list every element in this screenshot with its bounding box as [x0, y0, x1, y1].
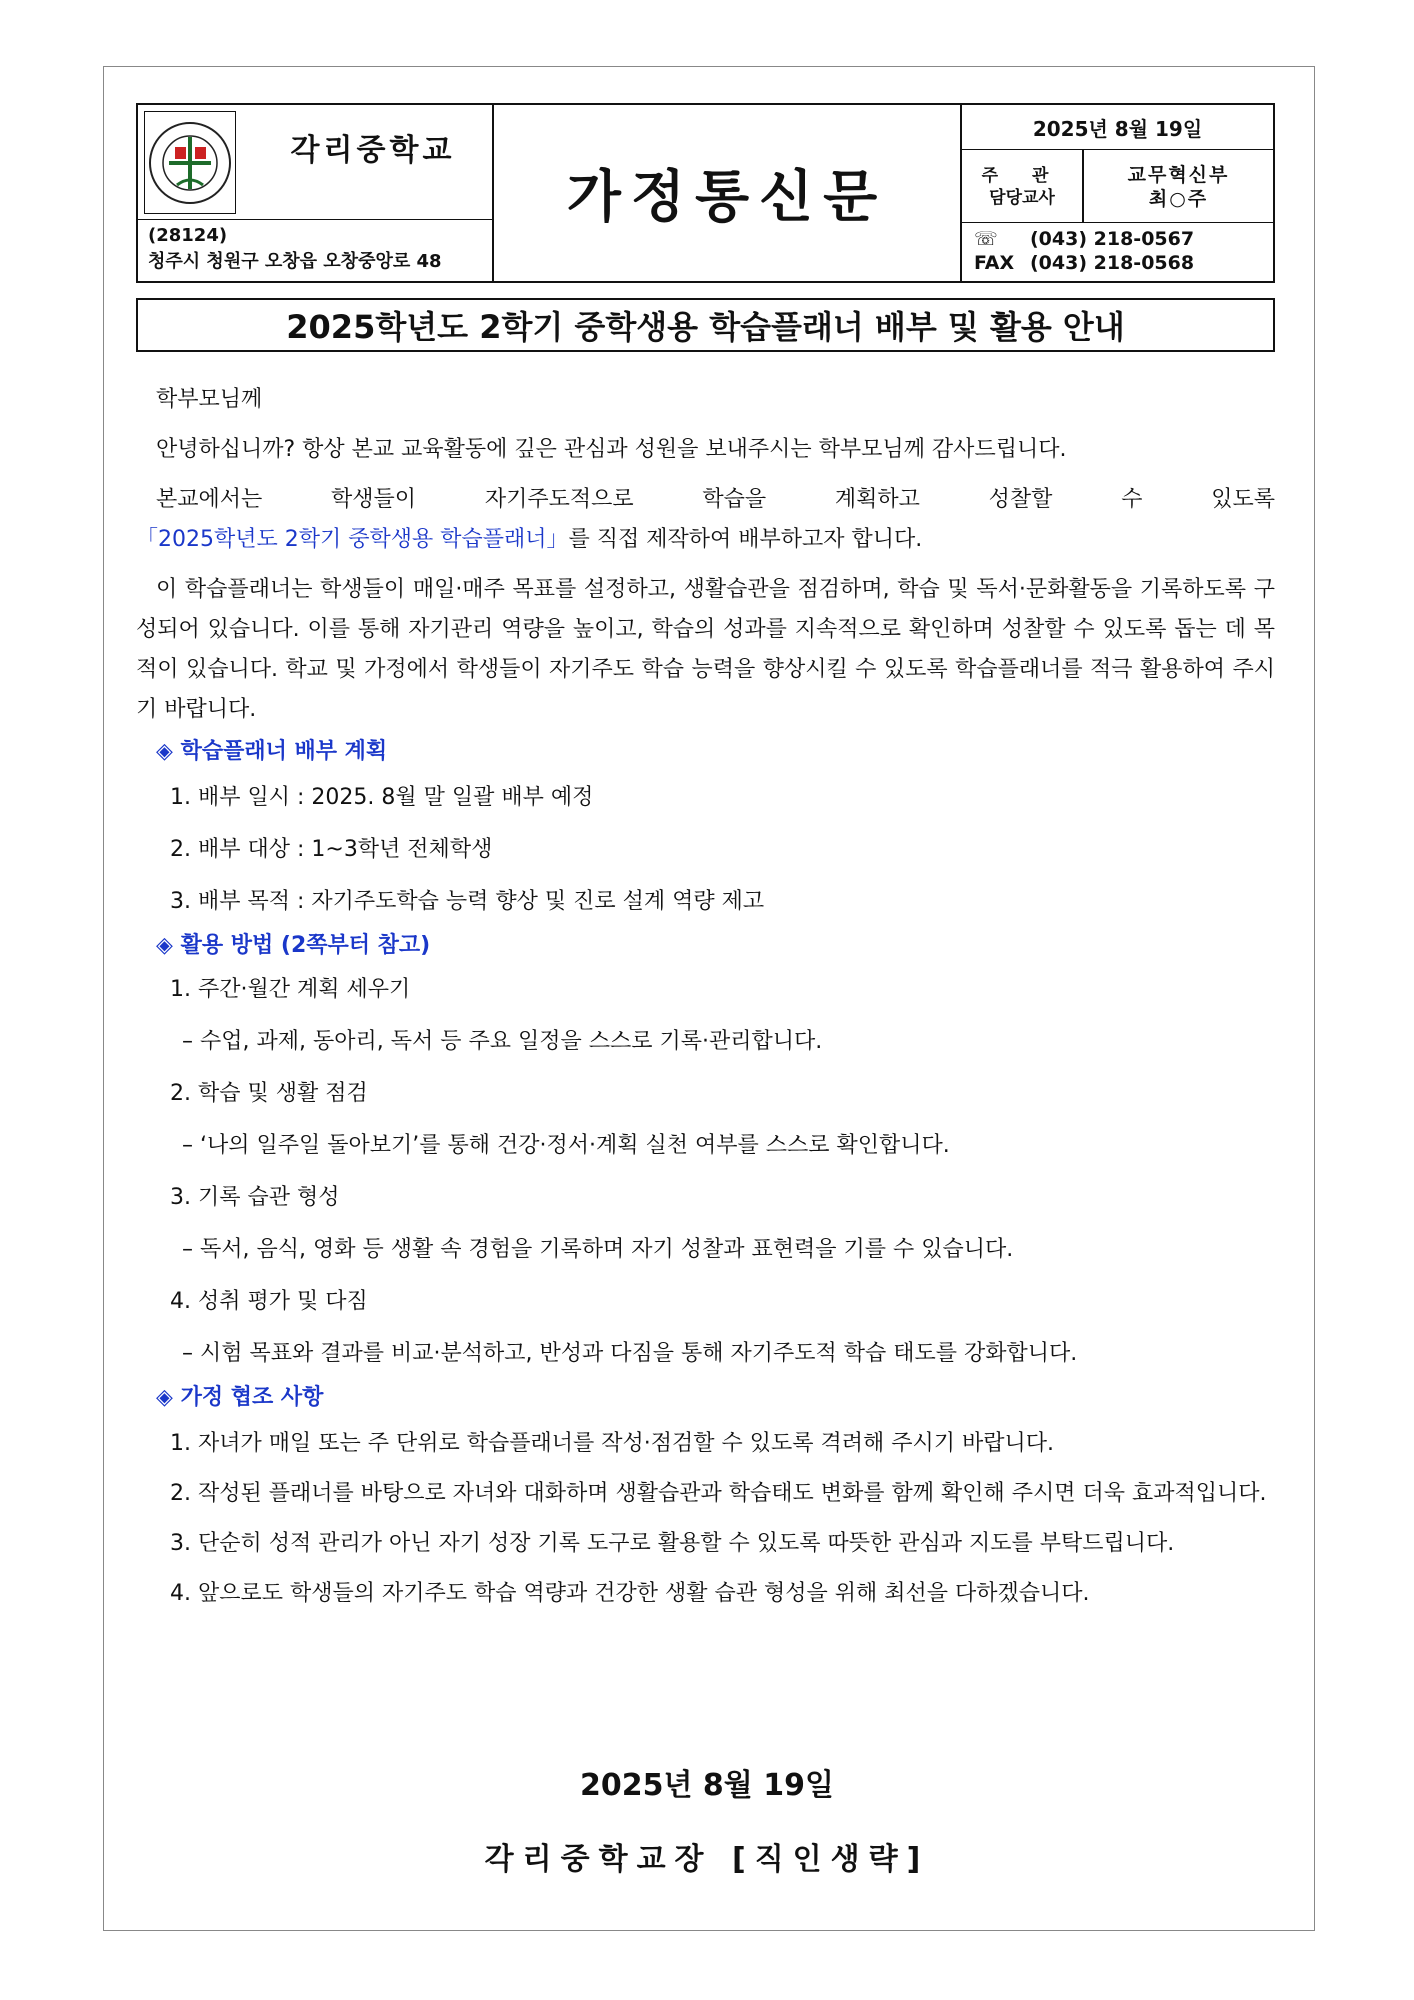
- section-distribution-title: ◈ 학습플래너 배부 계획: [156, 739, 388, 764]
- doc-title: 가정통신문: [566, 165, 888, 230]
- address-line: 청주시 청원구 오창읍 오창중앙로 48: [148, 251, 442, 272]
- paragraph-3: 이 학습플래너는 학생들이 매일·매주 목표를 설정하고, 생활습관을 점검하며, 학습 및 독서·문화활동을 기록하도록 구성되어 있습니다. 이를 통해 자기관리 역량을 높이고, 학습의 성과를 지속적으로 확인하며 성찰할 수 있도록 돕는 데 목적이 있습니다. 학교 및 가정에서 학생들이 자기주도 학습 능력을 향상시킬 수 있도록 학습플래너를 적극 활용하여 주시기 바랍니다.: [136, 577, 1275, 722]
- contact-info: [974, 227, 1194, 275]
- closing-date: 2025년 8월 19일: [580, 1768, 834, 1803]
- dept-value: [1084, 152, 1273, 222]
- header-table: [136, 103, 1275, 283]
- list-item: 1. 자녀가 매일 또는 주 단위로 학습플래너를 작성·점검할 수 있도록 격려해 주시기 바랍니다.: [170, 1431, 1054, 1456]
- list-item: 2. 작성된 플래너를 바탕으로 자녀와 대화하며 생활습관과 학습태도 변화를 함께 확인해 주시면 더욱 효과적입니다.: [170, 1481, 1267, 1506]
- salutation: 학부모님께: [156, 387, 263, 412]
- school-address: [148, 223, 442, 275]
- school-emblem-icon: [147, 115, 233, 211]
- list-item: 3. 배부 목적 : 자기주도학습 능력 향상 및 진로 설계 역량 제고: [170, 889, 765, 914]
- list-item: 2. 배부 대상 : 1~3학년 전체학생: [170, 837, 493, 862]
- principal-signature: 각리중학교장 [직인생략]: [484, 1842, 930, 1877]
- list-detail: – 수업, 과제, 동아리, 독서 등 주요 일정을 스스로 기록·관리합니다.: [182, 1029, 823, 1054]
- list-item: 4. 앞으로도 학생들의 자기주도 학습 역량과 건강한 생활 습관 형성을 위해 최선을 다하겠습니다.: [170, 1581, 1090, 1606]
- list-item: 1. 배부 일시 : 2025. 8월 말 일괄 배부 예정: [170, 785, 594, 810]
- list-item: 3. 단순히 성적 관리가 아닌 자기 성장 기록 도구로 활용할 수 있도록 따뜻한 관심과 지도를 부탁드립니다.: [170, 1531, 1175, 1556]
- list-detail: – 시험 목표와 결과를 비교·분석하고, 반성과 다짐을 통해 자기주도적 학습 태도를 강화합니다.: [182, 1341, 1078, 1366]
- list-item: 2. 학습 및 생활 점검: [170, 1081, 368, 1106]
- dept-value-1: 교무혁신부: [1127, 164, 1230, 186]
- dept-label: [962, 152, 1082, 222]
- dept-label-2: 담당교사: [989, 188, 1055, 208]
- phone-number: (043) 218-0567: [1030, 228, 1195, 250]
- planner-title-highlight: 「2025학년도 2학기 중학생용 학습플래너」: [136, 527, 569, 552]
- dept-label-1: 주 관: [981, 166, 1063, 186]
- paragraph-2: [136, 480, 1275, 560]
- section-usage-title: ◈ 활용 방법 (2쪽부터 참고): [156, 933, 431, 958]
- fax-label: FAX: [974, 252, 1015, 274]
- list-item: 4. 성취 평가 및 다짐: [170, 1289, 368, 1314]
- issue-date: 2025년 8월 19일: [1032, 116, 1203, 141]
- subject-title: 2025학년도 2학기 중학생용 학습플래너 배부 및 활용 안내: [136, 298, 1275, 352]
- postal-code: (28124): [148, 225, 228, 246]
- letter-body: [136, 380, 1275, 1614]
- paragraph-1: 안녕하십니까? 항상 본교 교육활동에 깊은 관심과 성원을 보내주시는 학부모님께 감사드립니다.: [156, 437, 1067, 462]
- list-detail: – 독서, 음식, 영화 등 생활 속 경험을 기록하며 자기 성찰과 표현력을 기를 수 있습니다.: [182, 1237, 1014, 1262]
- p2-pre: 본교에서는 학생들이 자기주도적으로 학습을 계획하고 성찰할 수 있도록: [156, 487, 1275, 512]
- list-detail: – ‘나의 일주일 돌아보기’를 통해 건강·정서·계획 실천 여부를 스스로 확인합니다.: [182, 1133, 950, 1158]
- list-item: 3. 기록 습관 형성: [170, 1185, 340, 1210]
- section-home-cooperation-title: ◈ 가정 협조 사항: [156, 1385, 324, 1410]
- fax-number: (043) 218-0568: [1030, 252, 1195, 274]
- phone-icon: ☏: [974, 228, 998, 250]
- list-item: 1. 주간·월간 계획 세우기: [170, 977, 411, 1002]
- school-name: 각리중학교: [290, 133, 456, 168]
- p2-post: 를 직접 제작하여 배부하고자 합니다.: [568, 527, 923, 552]
- school-logo: [144, 111, 236, 214]
- dept-value-2: 최○주: [1148, 188, 1209, 210]
